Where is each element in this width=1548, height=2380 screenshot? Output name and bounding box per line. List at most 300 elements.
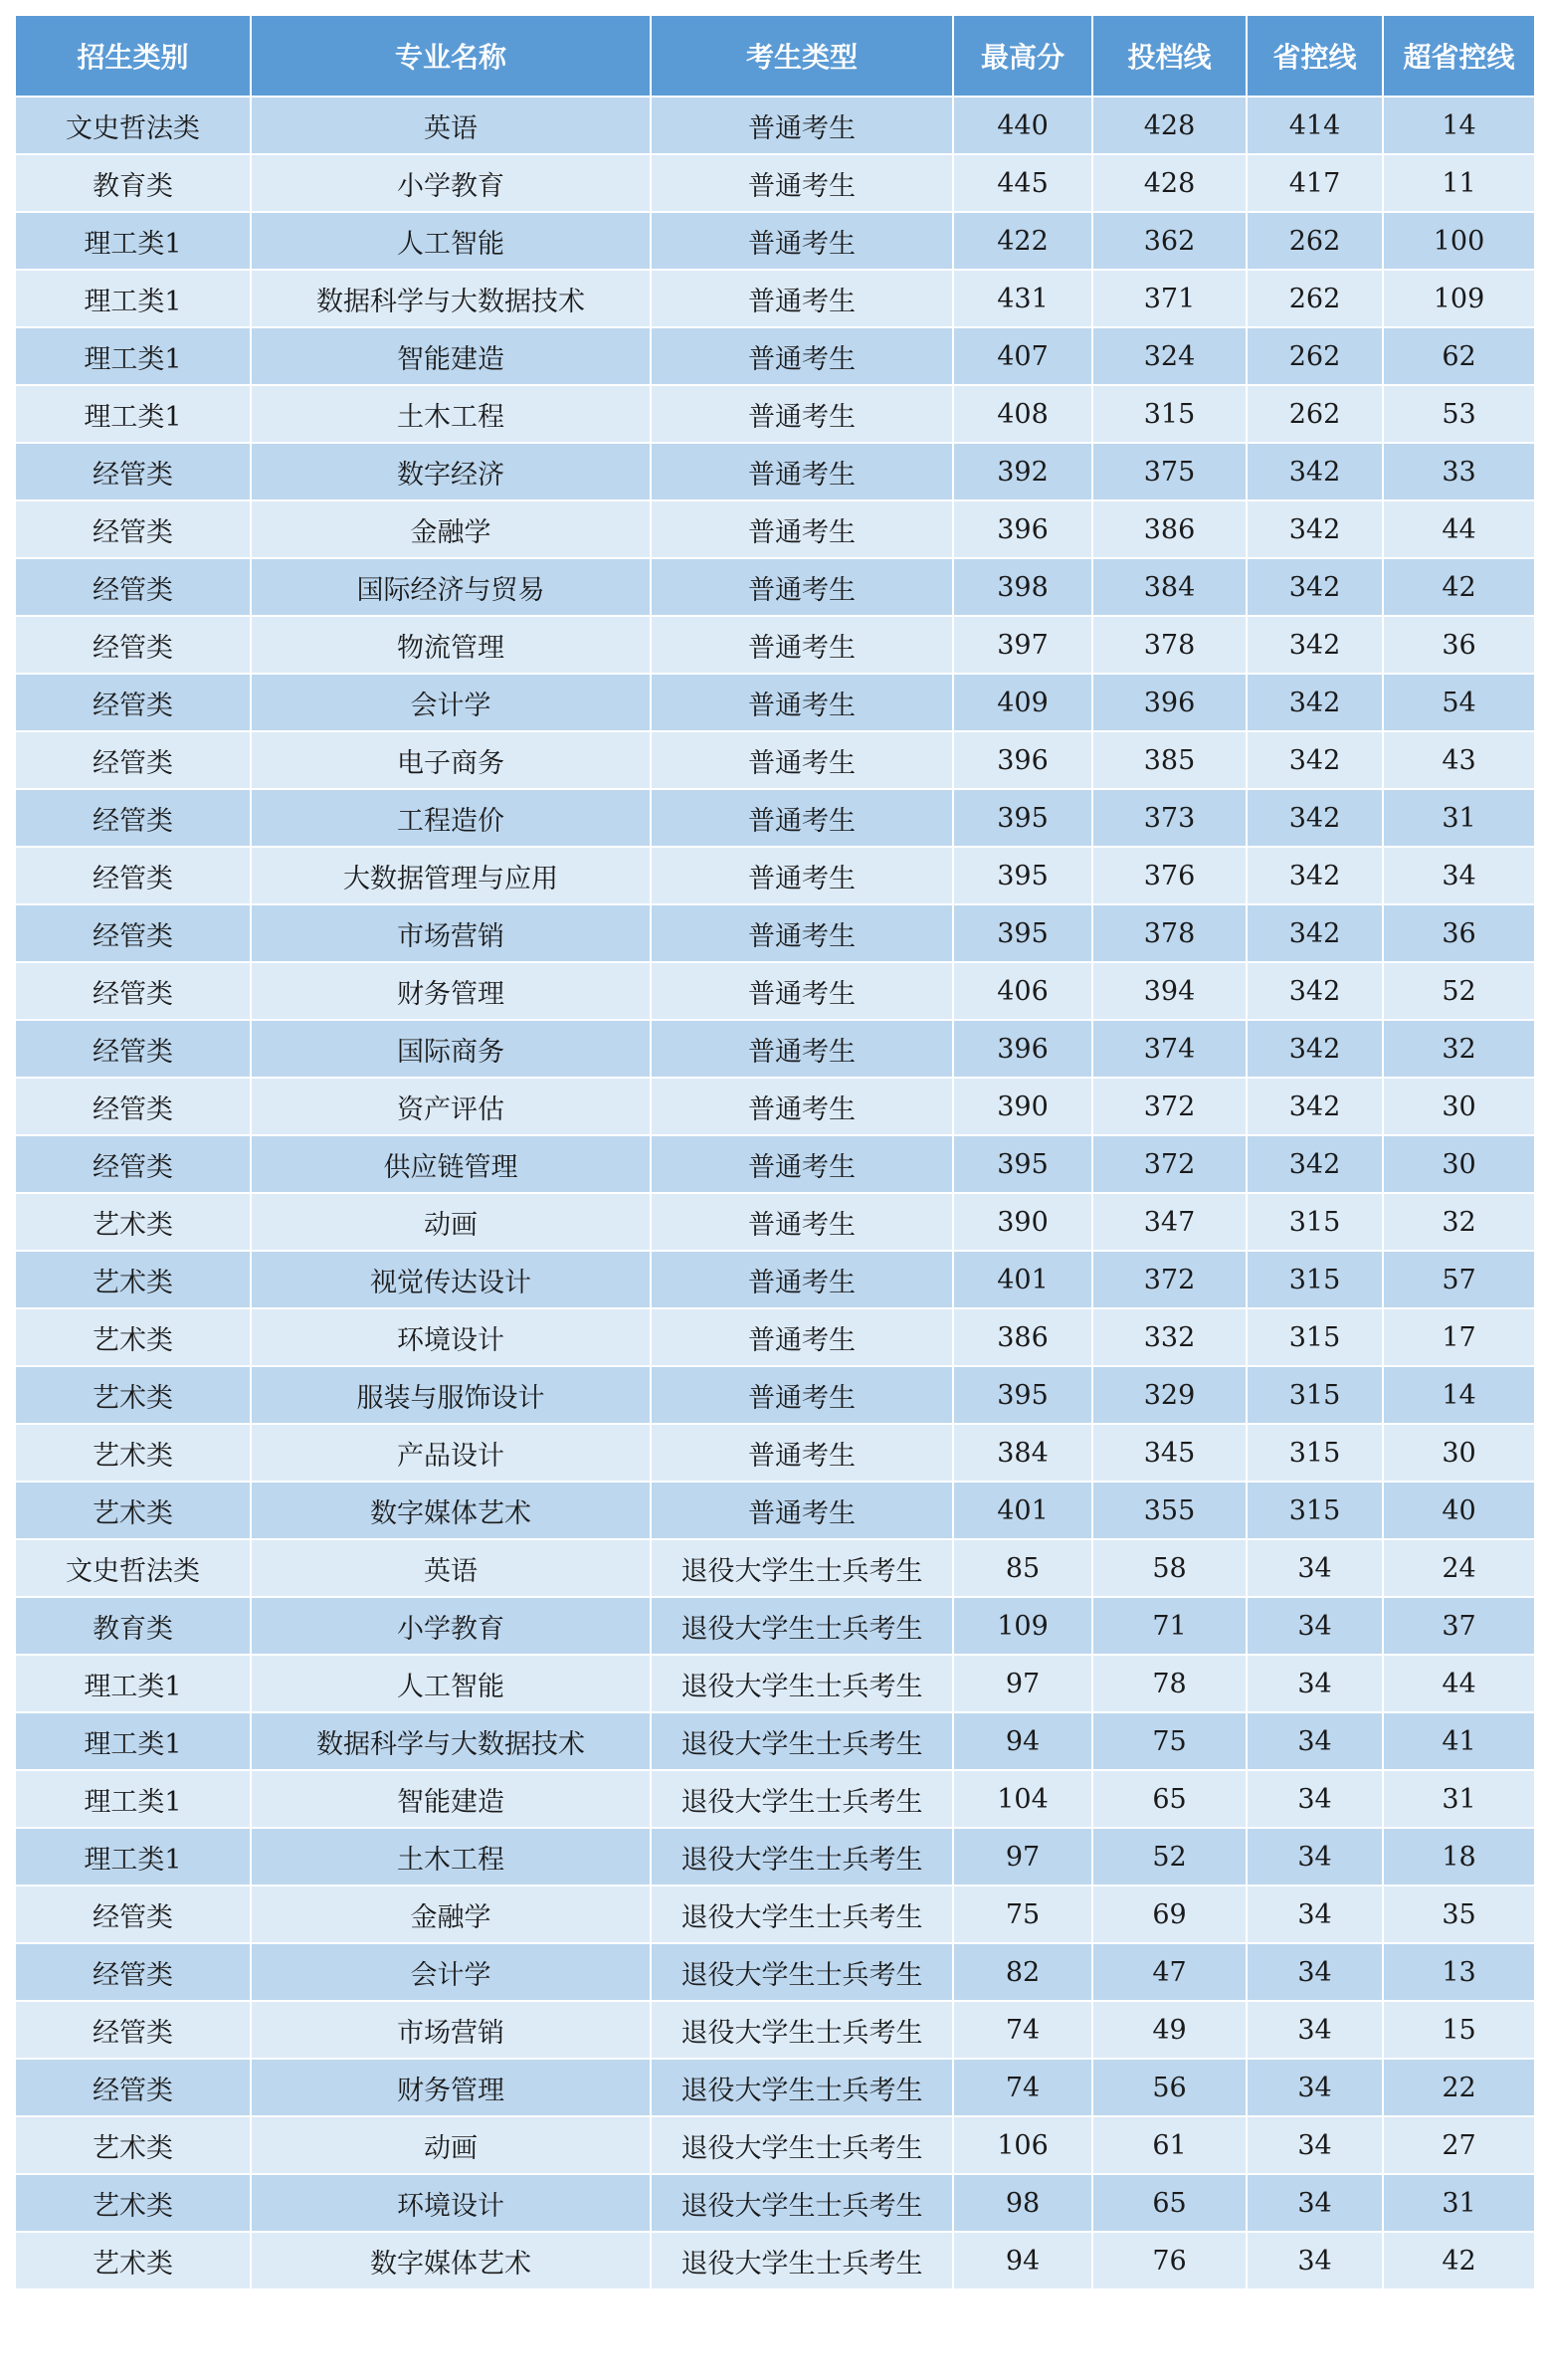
cell-above-provincial-line: 30 — [1383, 1135, 1535, 1193]
cell-candidate-type: 普通考生 — [651, 616, 953, 674]
table-row — [15, 847, 1535, 904]
cell-admission-line: 374 — [1092, 1020, 1247, 1078]
cell-admission-line: 324 — [1092, 327, 1247, 385]
cell-candidate-type: 普通考生 — [651, 558, 953, 616]
cell-above-provincial-line: 100 — [1383, 212, 1535, 270]
cell-provincial-line: 34 — [1247, 1943, 1383, 2001]
cell-category: 经管类 — [15, 847, 251, 904]
cell-category: 经管类 — [15, 674, 251, 731]
cell-category: 经管类 — [15, 904, 251, 962]
table-body — [15, 97, 1535, 2289]
cell-category: 经管类 — [15, 1078, 251, 1135]
cell-candidate-type: 普通考生 — [651, 904, 953, 962]
cell-above-provincial-line: 22 — [1383, 2059, 1535, 2116]
cell-provincial-line: 34 — [1247, 1539, 1383, 1597]
table-row — [15, 904, 1535, 962]
cell-major: 视觉传达设计 — [251, 1251, 651, 1308]
cell-major: 数据科学与大数据技术 — [251, 1712, 651, 1770]
cell-admission-line: 345 — [1092, 1424, 1247, 1482]
cell-category: 经管类 — [15, 2001, 251, 2059]
cell-admission-line: 396 — [1092, 674, 1247, 731]
table-row — [15, 443, 1535, 500]
cell-candidate-type: 普通考生 — [651, 212, 953, 270]
cell-above-provincial-line: 27 — [1383, 2116, 1535, 2174]
cell-major: 小学教育 — [251, 154, 651, 212]
cell-above-provincial-line: 31 — [1383, 2174, 1535, 2232]
cell-category: 艺术类 — [15, 2116, 251, 2174]
cell-above-provincial-line: 40 — [1383, 1482, 1535, 1539]
cell-provincial-line: 34 — [1247, 2001, 1383, 2059]
cell-highest-score: 431 — [953, 270, 1092, 327]
cell-candidate-type: 退役大学生士兵考生 — [651, 1597, 953, 1655]
cell-provincial-line: 34 — [1247, 1712, 1383, 1770]
cell-category: 艺术类 — [15, 1482, 251, 1539]
cell-category: 经管类 — [15, 1020, 251, 1078]
cell-major: 数字媒体艺术 — [251, 2232, 651, 2289]
table-row — [15, 616, 1535, 674]
cell-major: 人工智能 — [251, 212, 651, 270]
cell-provincial-line: 342 — [1247, 1020, 1383, 1078]
cell-candidate-type: 退役大学生士兵考生 — [651, 2174, 953, 2232]
cell-major: 国际经济与贸易 — [251, 558, 651, 616]
cell-highest-score: 396 — [953, 500, 1092, 558]
cell-provincial-line: 342 — [1247, 1135, 1383, 1193]
cell-highest-score: 445 — [953, 154, 1092, 212]
admission-score-table — [14, 14, 1536, 2290]
cell-category: 经管类 — [15, 1885, 251, 1943]
cell-highest-score: 106 — [953, 2116, 1092, 2174]
cell-highest-score: 74 — [953, 2059, 1092, 2116]
cell-highest-score: 109 — [953, 1597, 1092, 1655]
cell-category: 经管类 — [15, 443, 251, 500]
cell-candidate-type: 普通考生 — [651, 1020, 953, 1078]
table-row — [15, 789, 1535, 847]
table-row — [15, 97, 1535, 154]
cell-above-provincial-line: 13 — [1383, 1943, 1535, 2001]
table-row — [15, 1770, 1535, 1828]
cell-above-provincial-line: 34 — [1383, 847, 1535, 904]
cell-highest-score: 397 — [953, 616, 1092, 674]
cell-provincial-line: 34 — [1247, 2174, 1383, 2232]
table-row — [15, 1366, 1535, 1424]
cell-category: 经管类 — [15, 616, 251, 674]
cell-provincial-line: 342 — [1247, 1078, 1383, 1135]
table-row — [15, 500, 1535, 558]
cell-above-provincial-line: 32 — [1383, 1193, 1535, 1251]
table-row — [15, 327, 1535, 385]
table-row — [15, 1482, 1535, 1539]
cell-candidate-type: 普通考生 — [651, 1135, 953, 1193]
cell-provincial-line: 262 — [1247, 270, 1383, 327]
cell-admission-line: 332 — [1092, 1308, 1247, 1366]
cell-category: 经管类 — [15, 731, 251, 789]
cell-category: 艺术类 — [15, 2232, 251, 2289]
cell-highest-score: 104 — [953, 1770, 1092, 1828]
cell-above-provincial-line: 43 — [1383, 731, 1535, 789]
cell-category: 经管类 — [15, 2059, 251, 2116]
cell-highest-score: 401 — [953, 1251, 1092, 1308]
cell-major: 财务管理 — [251, 2059, 651, 2116]
cell-admission-line: 372 — [1092, 1251, 1247, 1308]
table-row — [15, 1597, 1535, 1655]
cell-provincial-line: 315 — [1247, 1308, 1383, 1366]
table-row — [15, 2232, 1535, 2289]
cell-highest-score: 396 — [953, 731, 1092, 789]
cell-admission-line: 65 — [1092, 2174, 1247, 2232]
cell-candidate-type: 退役大学生士兵考生 — [651, 2232, 953, 2289]
cell-highest-score: 395 — [953, 789, 1092, 847]
cell-provincial-line: 315 — [1247, 1366, 1383, 1424]
cell-admission-line: 428 — [1092, 154, 1247, 212]
cell-category: 理工类1 — [15, 212, 251, 270]
cell-provincial-line: 342 — [1247, 731, 1383, 789]
cell-highest-score: 395 — [953, 904, 1092, 962]
cell-above-provincial-line: 44 — [1383, 500, 1535, 558]
cell-major: 环境设计 — [251, 1308, 651, 1366]
cell-highest-score: 396 — [953, 1020, 1092, 1078]
cell-provincial-line: 262 — [1247, 212, 1383, 270]
cell-admission-line: 428 — [1092, 97, 1247, 154]
table-row — [15, 212, 1535, 270]
header-major: 专业名称 — [251, 15, 651, 97]
cell-admission-line: 372 — [1092, 1078, 1247, 1135]
cell-above-provincial-line: 14 — [1383, 97, 1535, 154]
cell-category: 经管类 — [15, 962, 251, 1020]
cell-major: 资产评估 — [251, 1078, 651, 1135]
cell-admission-line: 376 — [1092, 847, 1247, 904]
cell-above-provincial-line: 15 — [1383, 2001, 1535, 2059]
cell-major: 产品设计 — [251, 1424, 651, 1482]
cell-major: 大数据管理与应用 — [251, 847, 651, 904]
cell-admission-line: 315 — [1092, 385, 1247, 443]
cell-above-provincial-line: 35 — [1383, 1885, 1535, 1943]
cell-above-provincial-line: 36 — [1383, 616, 1535, 674]
cell-category: 经管类 — [15, 558, 251, 616]
cell-provincial-line: 34 — [1247, 1597, 1383, 1655]
cell-category: 理工类1 — [15, 385, 251, 443]
cell-above-provincial-line: 54 — [1383, 674, 1535, 731]
cell-candidate-type: 普通考生 — [651, 385, 953, 443]
admission-score-table-container — [14, 14, 1534, 2290]
cell-category: 文史哲法类 — [15, 1539, 251, 1597]
header-row — [15, 15, 1535, 97]
cell-candidate-type: 普通考生 — [651, 731, 953, 789]
cell-candidate-type: 退役大学生士兵考生 — [651, 1539, 953, 1597]
cell-provincial-line: 342 — [1247, 674, 1383, 731]
cell-candidate-type: 退役大学生士兵考生 — [651, 2059, 953, 2116]
cell-candidate-type: 普通考生 — [651, 1193, 953, 1251]
cell-admission-line: 61 — [1092, 2116, 1247, 2174]
table-row — [15, 1020, 1535, 1078]
cell-highest-score: 406 — [953, 962, 1092, 1020]
table-row — [15, 1078, 1535, 1135]
cell-highest-score: 82 — [953, 1943, 1092, 2001]
cell-admission-line: 49 — [1092, 2001, 1247, 2059]
cell-provincial-line: 315 — [1247, 1482, 1383, 1539]
cell-above-provincial-line: 41 — [1383, 1712, 1535, 1770]
cell-category: 经管类 — [15, 789, 251, 847]
cell-category: 经管类 — [15, 1135, 251, 1193]
cell-provincial-line: 342 — [1247, 500, 1383, 558]
cell-provincial-line: 262 — [1247, 385, 1383, 443]
cell-highest-score: 97 — [953, 1828, 1092, 1885]
header-category: 招生类别 — [15, 15, 251, 97]
cell-admission-line: 329 — [1092, 1366, 1247, 1424]
cell-candidate-type: 退役大学生士兵考生 — [651, 1943, 953, 2001]
cell-above-provincial-line: 30 — [1383, 1424, 1535, 1482]
cell-major: 小学教育 — [251, 1597, 651, 1655]
cell-candidate-type: 普通考生 — [651, 1308, 953, 1366]
cell-admission-line: 56 — [1092, 2059, 1247, 2116]
cell-major: 会计学 — [251, 674, 651, 731]
cell-above-provincial-line: 31 — [1383, 1770, 1535, 1828]
cell-admission-line: 394 — [1092, 962, 1247, 1020]
cell-provincial-line: 34 — [1247, 1885, 1383, 1943]
cell-provincial-line: 342 — [1247, 789, 1383, 847]
cell-above-provincial-line: 44 — [1383, 1655, 1535, 1712]
cell-category: 理工类1 — [15, 1655, 251, 1712]
cell-major: 服装与服饰设计 — [251, 1366, 651, 1424]
cell-provincial-line: 34 — [1247, 2116, 1383, 2174]
cell-major: 英语 — [251, 97, 651, 154]
cell-category: 理工类1 — [15, 1770, 251, 1828]
cell-above-provincial-line: 11 — [1383, 154, 1535, 212]
cell-major: 土木工程 — [251, 1828, 651, 1885]
cell-candidate-type: 普通考生 — [651, 847, 953, 904]
cell-highest-score: 85 — [953, 1539, 1092, 1597]
cell-admission-line: 378 — [1092, 904, 1247, 962]
cell-category: 艺术类 — [15, 1308, 251, 1366]
cell-above-provincial-line: 30 — [1383, 1078, 1535, 1135]
table-row — [15, 1828, 1535, 1885]
table-row — [15, 1135, 1535, 1193]
cell-provincial-line: 342 — [1247, 847, 1383, 904]
cell-provincial-line: 342 — [1247, 443, 1383, 500]
cell-admission-line: 375 — [1092, 443, 1247, 500]
cell-highest-score: 94 — [953, 1712, 1092, 1770]
cell-admission-line: 347 — [1092, 1193, 1247, 1251]
cell-major: 工程造价 — [251, 789, 651, 847]
cell-admission-line: 65 — [1092, 1770, 1247, 1828]
cell-above-provincial-line: 57 — [1383, 1251, 1535, 1308]
table-row — [15, 2116, 1535, 2174]
cell-category: 艺术类 — [15, 1424, 251, 1482]
cell-provincial-line: 34 — [1247, 2059, 1383, 2116]
cell-highest-score: 409 — [953, 674, 1092, 731]
cell-above-provincial-line: 37 — [1383, 1597, 1535, 1655]
cell-provincial-line: 342 — [1247, 962, 1383, 1020]
cell-candidate-type: 退役大学生士兵考生 — [651, 2001, 953, 2059]
cell-candidate-type: 普通考生 — [651, 97, 953, 154]
cell-category: 理工类1 — [15, 327, 251, 385]
cell-provincial-line: 417 — [1247, 154, 1383, 212]
cell-admission-line: 75 — [1092, 1712, 1247, 1770]
cell-major: 市场营销 — [251, 2001, 651, 2059]
cell-candidate-type: 退役大学生士兵考生 — [651, 1770, 953, 1828]
cell-major: 物流管理 — [251, 616, 651, 674]
cell-admission-line: 47 — [1092, 1943, 1247, 2001]
cell-highest-score: 407 — [953, 327, 1092, 385]
table-row — [15, 1943, 1535, 2001]
table-row — [15, 2174, 1535, 2232]
cell-major: 环境设计 — [251, 2174, 651, 2232]
cell-provincial-line: 34 — [1247, 1655, 1383, 1712]
cell-admission-line: 76 — [1092, 2232, 1247, 2289]
cell-candidate-type: 退役大学生士兵考生 — [651, 1885, 953, 1943]
cell-highest-score: 384 — [953, 1424, 1092, 1482]
cell-above-provincial-line: 53 — [1383, 385, 1535, 443]
cell-admission-line: 378 — [1092, 616, 1247, 674]
cell-above-provincial-line: 36 — [1383, 904, 1535, 962]
cell-provincial-line: 34 — [1247, 1828, 1383, 1885]
cell-admission-line: 69 — [1092, 1885, 1247, 1943]
cell-provincial-line: 34 — [1247, 2232, 1383, 2289]
cell-highest-score: 398 — [953, 558, 1092, 616]
table-header — [15, 15, 1535, 97]
cell-major: 金融学 — [251, 500, 651, 558]
cell-above-provincial-line: 32 — [1383, 1020, 1535, 1078]
table-row — [15, 270, 1535, 327]
cell-candidate-type: 普通考生 — [651, 674, 953, 731]
cell-highest-score: 75 — [953, 1885, 1092, 1943]
table-row — [15, 154, 1535, 212]
cell-category: 教育类 — [15, 1597, 251, 1655]
cell-above-provincial-line: 31 — [1383, 789, 1535, 847]
table-row — [15, 558, 1535, 616]
cell-above-provincial-line: 18 — [1383, 1828, 1535, 1885]
cell-category: 理工类1 — [15, 270, 251, 327]
cell-major: 人工智能 — [251, 1655, 651, 1712]
table-row — [15, 1655, 1535, 1712]
cell-provincial-line: 262 — [1247, 327, 1383, 385]
cell-major: 会计学 — [251, 1943, 651, 2001]
cell-above-provincial-line: 42 — [1383, 558, 1535, 616]
cell-major: 英语 — [251, 1539, 651, 1597]
cell-candidate-type: 退役大学生士兵考生 — [651, 1655, 953, 1712]
cell-provincial-line: 342 — [1247, 558, 1383, 616]
cell-major: 智能建造 — [251, 1770, 651, 1828]
cell-admission-line: 362 — [1092, 212, 1247, 270]
cell-category: 理工类1 — [15, 1712, 251, 1770]
cell-major: 数字媒体艺术 — [251, 1482, 651, 1539]
table-row — [15, 962, 1535, 1020]
cell-admission-line: 373 — [1092, 789, 1247, 847]
cell-category: 经管类 — [15, 1943, 251, 2001]
cell-major: 供应链管理 — [251, 1135, 651, 1193]
cell-above-provincial-line: 33 — [1383, 443, 1535, 500]
cell-category: 教育类 — [15, 154, 251, 212]
cell-above-provincial-line: 17 — [1383, 1308, 1535, 1366]
cell-major: 数字经济 — [251, 443, 651, 500]
cell-admission-line: 58 — [1092, 1539, 1247, 1597]
cell-highest-score: 408 — [953, 385, 1092, 443]
cell-highest-score: 422 — [953, 212, 1092, 270]
cell-admission-line: 71 — [1092, 1597, 1247, 1655]
cell-highest-score: 395 — [953, 847, 1092, 904]
table-row — [15, 1712, 1535, 1770]
cell-above-provincial-line: 14 — [1383, 1366, 1535, 1424]
header-candidate-type: 考生类型 — [651, 15, 953, 97]
cell-provincial-line: 414 — [1247, 97, 1383, 154]
cell-category: 艺术类 — [15, 2174, 251, 2232]
cell-category: 经管类 — [15, 500, 251, 558]
cell-above-provincial-line: 42 — [1383, 2232, 1535, 2289]
cell-candidate-type: 普通考生 — [651, 443, 953, 500]
cell-candidate-type: 普通考生 — [651, 1366, 953, 1424]
cell-admission-line: 78 — [1092, 1655, 1247, 1712]
table-row — [15, 1424, 1535, 1482]
cell-candidate-type: 普通考生 — [651, 154, 953, 212]
cell-highest-score: 395 — [953, 1135, 1092, 1193]
cell-highest-score: 395 — [953, 1366, 1092, 1424]
cell-candidate-type: 普通考生 — [651, 789, 953, 847]
cell-candidate-type: 退役大学生士兵考生 — [651, 2116, 953, 2174]
table-row — [15, 385, 1535, 443]
cell-category: 艺术类 — [15, 1193, 251, 1251]
cell-highest-score: 390 — [953, 1193, 1092, 1251]
table-row — [15, 1885, 1535, 1943]
header-provincial-line: 省控线 — [1247, 15, 1383, 97]
cell-major: 数据科学与大数据技术 — [251, 270, 651, 327]
cell-major: 国际商务 — [251, 1020, 651, 1078]
cell-provincial-line: 342 — [1247, 904, 1383, 962]
cell-category: 艺术类 — [15, 1366, 251, 1424]
cell-major: 金融学 — [251, 1885, 651, 1943]
cell-candidate-type: 普通考生 — [651, 1078, 953, 1135]
cell-major: 动画 — [251, 1193, 651, 1251]
cell-admission-line: 52 — [1092, 1828, 1247, 1885]
cell-candidate-type: 普通考生 — [651, 1424, 953, 1482]
table-row — [15, 674, 1535, 731]
cell-admission-line: 385 — [1092, 731, 1247, 789]
table-row — [15, 1193, 1535, 1251]
cell-admission-line: 386 — [1092, 500, 1247, 558]
cell-highest-score: 98 — [953, 2174, 1092, 2232]
cell-candidate-type: 普通考生 — [651, 327, 953, 385]
cell-candidate-type: 普通考生 — [651, 500, 953, 558]
cell-highest-score: 401 — [953, 1482, 1092, 1539]
table-row — [15, 731, 1535, 789]
cell-provincial-line: 315 — [1247, 1424, 1383, 1482]
cell-provincial-line: 315 — [1247, 1251, 1383, 1308]
cell-provincial-line: 315 — [1247, 1193, 1383, 1251]
table-row — [15, 1539, 1535, 1597]
cell-highest-score: 390 — [953, 1078, 1092, 1135]
cell-major: 智能建造 — [251, 327, 651, 385]
cell-category: 文史哲法类 — [15, 97, 251, 154]
cell-candidate-type: 普通考生 — [651, 1482, 953, 1539]
cell-candidate-type: 普通考生 — [651, 270, 953, 327]
cell-candidate-type: 普通考生 — [651, 962, 953, 1020]
cell-admission-line: 372 — [1092, 1135, 1247, 1193]
header-above-provincial-line: 超省控线 — [1383, 15, 1535, 97]
table-row — [15, 1308, 1535, 1366]
cell-candidate-type: 退役大学生士兵考生 — [651, 1712, 953, 1770]
cell-provincial-line: 34 — [1247, 1770, 1383, 1828]
cell-highest-score: 440 — [953, 97, 1092, 154]
cell-major: 土木工程 — [251, 385, 651, 443]
table-row — [15, 2001, 1535, 2059]
cell-highest-score: 97 — [953, 1655, 1092, 1712]
cell-admission-line: 355 — [1092, 1482, 1247, 1539]
cell-major: 电子商务 — [251, 731, 651, 789]
cell-admission-line: 371 — [1092, 270, 1247, 327]
cell-highest-score: 74 — [953, 2001, 1092, 2059]
header-admission-line: 投档线 — [1092, 15, 1247, 97]
cell-candidate-type: 普通考生 — [651, 1251, 953, 1308]
cell-admission-line: 384 — [1092, 558, 1247, 616]
cell-candidate-type: 退役大学生士兵考生 — [651, 1828, 953, 1885]
